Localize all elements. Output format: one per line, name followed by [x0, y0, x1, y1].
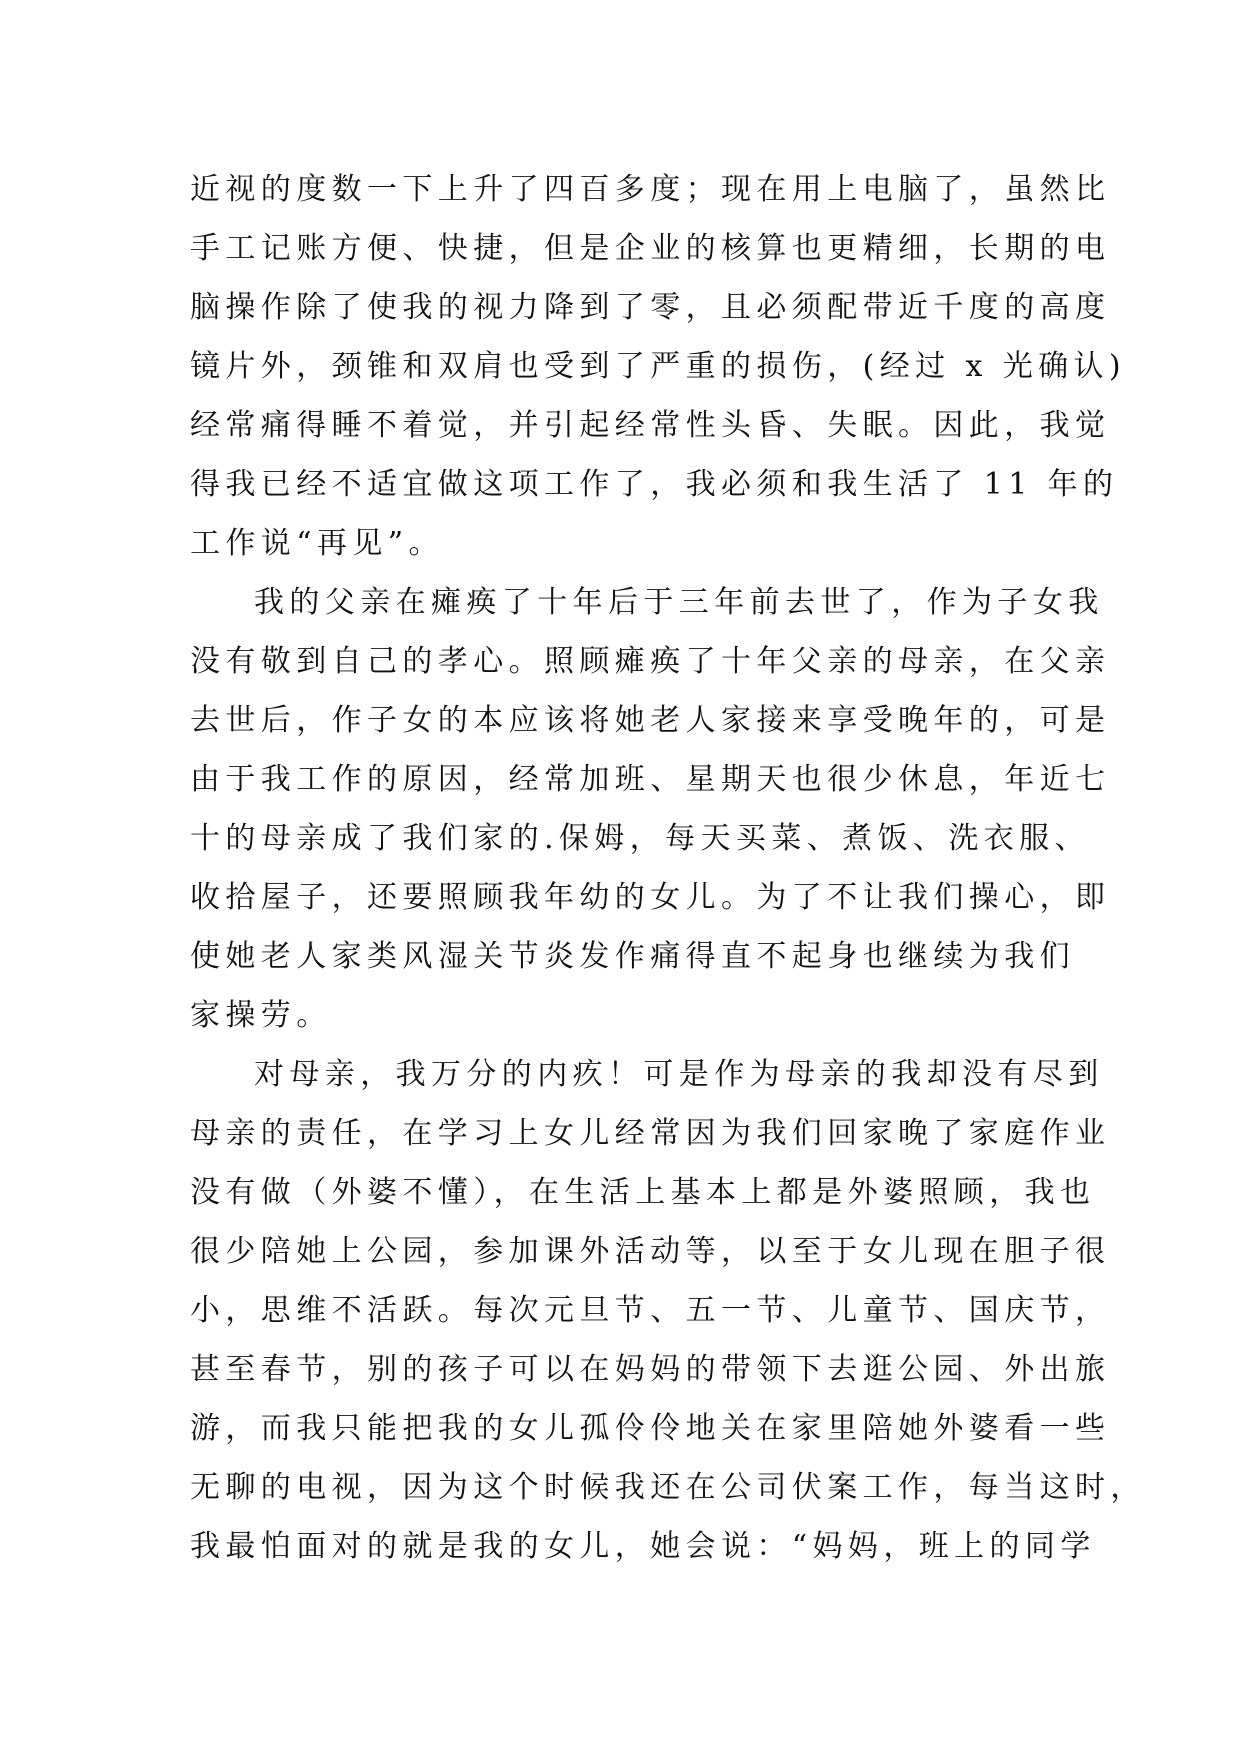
- text-line: 十的母亲成了我们家的.保姆，每天买菜、煮饭、洗衣服、: [190, 821, 1090, 856]
- paragraph-start-line: 我的父亲在瘫痪了十年后于三年前去世了，作为子女我: [254, 585, 1104, 620]
- text-line: 脑操作除了使我的视力降到了零，且必须配带近千度的高度: [190, 290, 1111, 325]
- text-line: 得我已经不适宜做这项工作了，我必须和我生活了 11 年的: [190, 467, 1119, 502]
- text-line: 没有做（外婆不懂），在生活上基本上都是外婆照顾，我也: [190, 1175, 1096, 1210]
- text-line: 收拾屋子，还要照顾我年幼的女儿。为了不让我们操心，即: [190, 880, 1111, 915]
- text-line: 近视的度数一下上升了四百多度；现在用上电脑了，虽然比: [190, 172, 1111, 207]
- text-line: 家操劳。: [190, 998, 332, 1033]
- paragraph-start-line: 对母亲，我万分的内疚！可是作为母亲的我却没有尽到: [254, 1057, 1104, 1092]
- text-line: 经常痛得睡不着觉，并引起经常性头昏、失眠。因此，我觉: [190, 408, 1111, 443]
- text-line: 小，思维不活跃。每次元旦节、五一节、儿童节、国庆节，: [190, 1293, 1111, 1328]
- text-line: 我最怕面对的就是我的女儿，她会说：“妈妈，班上的同学: [190, 1529, 1096, 1564]
- text-line: 去世后，作子女的本应该将她老人家接来享受晚年的，可是: [190, 703, 1111, 738]
- text-line: 手工记账方便、快捷，但是企业的核算也更精细，长期的电: [190, 231, 1111, 266]
- text-line: 镜片外，颈锥和双肩也受到了严重的损伤，(经过 x 光确认): [190, 349, 1126, 384]
- text-line: 没有敬到自己的孝心。照顾瘫痪了十年父亲的母亲，在父亲: [190, 644, 1111, 679]
- text-line: 工作说“再见”。: [190, 526, 444, 561]
- text-line: 很少陪她上公园，参加课外活动等，以至于女儿现在胆子很: [190, 1234, 1111, 1269]
- text-line: 由于我工作的原因，经常加班、星期天也很少休息，年近七: [190, 762, 1111, 797]
- text-line: 游，而我只能把我的女儿孤伶伶地关在家里陪她外婆看一些: [190, 1411, 1111, 1446]
- text-line: 使她老人家类风湿关节炎发作痛得直不起身也继续为我们: [190, 939, 1075, 974]
- text-line: 母亲的责任，在学习上女儿经常因为我们回家晚了家庭作业: [190, 1116, 1111, 1151]
- text-line: 无聊的电视，因为这个时候我还在公司伏案工作，每当这时，: [190, 1470, 1146, 1505]
- document-body: [190, 160, 1146, 1576]
- text-line: 甚至春节，别的孩子可以在妈妈的带领下去逛公园、外出旅: [190, 1352, 1111, 1387]
